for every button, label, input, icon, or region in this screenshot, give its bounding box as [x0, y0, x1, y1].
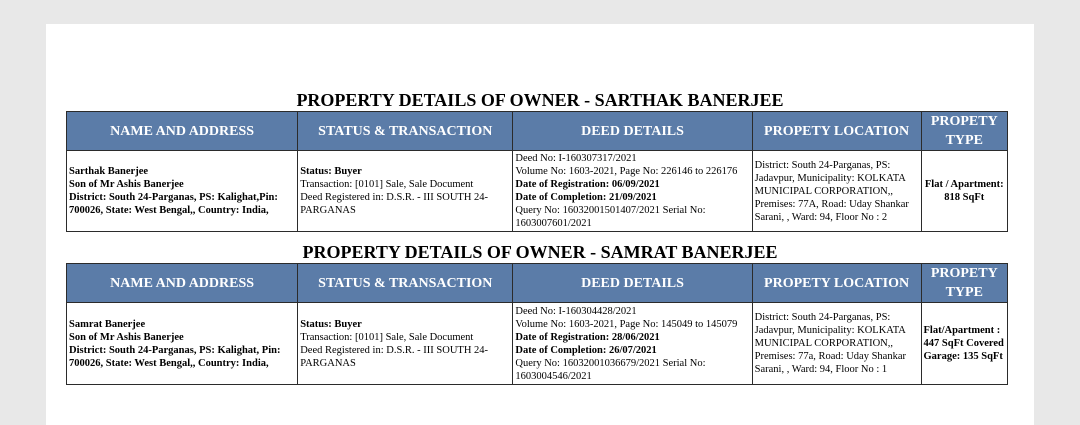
- transaction-text: Transaction: [0101] Sale, Sale Document: [300, 179, 474, 190]
- section-title-samrat: PROPERTY DETAILS OF OWNER - SAMRAT BANERJEE: [302, 242, 778, 262]
- owner-name: Sarthak Banerjee: [69, 166, 149, 177]
- volume-no: Volume No: 1603-2021, Page No: 145049 to 145079: [515, 318, 738, 330]
- deed-registered-text: Deed Registered in: D.S.R. - III SOUTH 24-PARGANAS: [300, 192, 489, 216]
- date-registration: Date of Registration: 28/06/2021: [515, 331, 660, 343]
- owner-relation: Son of Mr Ashis Banerjee: [69, 331, 184, 343]
- owner-address: District: South 24-Parganas, PS: Kalighat, Pin: 700026, State: West Bengal,, Country: India,: [69, 344, 281, 369]
- header-deed-details: DEED DETAILS: [513, 264, 752, 303]
- property-table-sarthak: [66, 111, 1008, 232]
- document-page: [46, 24, 1034, 425]
- header-property-type: PROPETY TYPE: [921, 264, 1007, 303]
- query-no: Query No: 16032001036679/2021 Serial No: 1603004546/2021: [515, 357, 706, 382]
- status-transaction-cell: [298, 303, 513, 385]
- date-completion: Date of Completion: 21/09/2021: [515, 192, 657, 203]
- header-name-address: NAME AND ADDRESS: [67, 112, 298, 151]
- property-type-cell: Flat / Apartment: 818 SqFt: [921, 151, 1007, 232]
- header-property-location: PROPETY LOCATION: [752, 264, 921, 303]
- date-completion: Date of Completion: 26/07/2021: [515, 344, 657, 356]
- deed-details-cell: [513, 151, 752, 232]
- property-table-samrat: [66, 263, 1008, 385]
- table-row: [67, 151, 1008, 232]
- date-registration: Date of Registration: 06/09/2021: [515, 179, 660, 190]
- volume-no: Volume No: 1603-2021, Page No: 226146 to 226176: [515, 166, 738, 177]
- deed-no: Deed No: I-160307317/2021: [515, 153, 637, 164]
- header-row: [67, 264, 1008, 303]
- property-type-cell: Flat/Apartment : 447 SqFt Covered Garage: 135 SqFt: [921, 303, 1007, 385]
- transaction-text: Transaction: [0101] Sale, Sale Document: [300, 331, 474, 343]
- header-status-transaction: STATUS & TRANSACTION: [298, 112, 513, 151]
- owner-address: District: South 24-Parganas, PS: Kalighat,Pin: 700026, State: West Bengal,, Country: India,: [69, 192, 278, 216]
- status-text: Status: Buyer: [300, 166, 362, 177]
- header-name-address: NAME AND ADDRESS: [67, 264, 298, 303]
- table-row: [67, 303, 1008, 385]
- header-deed-details: DEED DETAILS: [513, 112, 752, 151]
- deed-registered-text: Deed Registered in: D.S.R. - III SOUTH 24-PARGANAS: [300, 344, 489, 369]
- header-property-type: PROPETY TYPE: [921, 112, 1007, 151]
- name-address-cell: [67, 151, 298, 232]
- status-text: Status: Buyer: [300, 318, 362, 330]
- header-row: [67, 112, 1008, 151]
- status-transaction-cell: [298, 151, 513, 232]
- deed-no: Deed No: I-160304428/2021: [515, 305, 637, 317]
- property-location-cell: District: South 24-Parganas, PS: Jadavpur, Municipality: KOLKATA MUNICIPAL CORPORATION,, Premises: 77a, Road: Uday Shankar Sarani, , Ward: 94, Floor No : 1: [752, 303, 921, 385]
- owner-relation: Son of Mr Ashis Banerjee: [69, 179, 184, 190]
- name-address-cell: [67, 303, 298, 385]
- deed-details-cell: [513, 303, 752, 385]
- header-status-transaction: STATUS & TRANSACTION: [298, 264, 513, 303]
- owner-name: Samrat Banerjee: [69, 318, 146, 330]
- section-title-sarthak: PROPERTY DETAILS OF OWNER - SARTHAK BANERJEE: [296, 90, 784, 110]
- query-no: Query No: 16032001501407/2021 Serial No: 1603007601/2021: [515, 205, 706, 229]
- header-property-location: PROPETY LOCATION: [752, 112, 921, 151]
- property-location-cell: District: South 24-Parganas, PS: Jadavpur, Municipality: KOLKATA MUNICIPAL CORPORATION,, Premises: 77A, Road: Uday Shankar Sarani, , Ward: 94, Floor No : 2: [752, 151, 921, 232]
